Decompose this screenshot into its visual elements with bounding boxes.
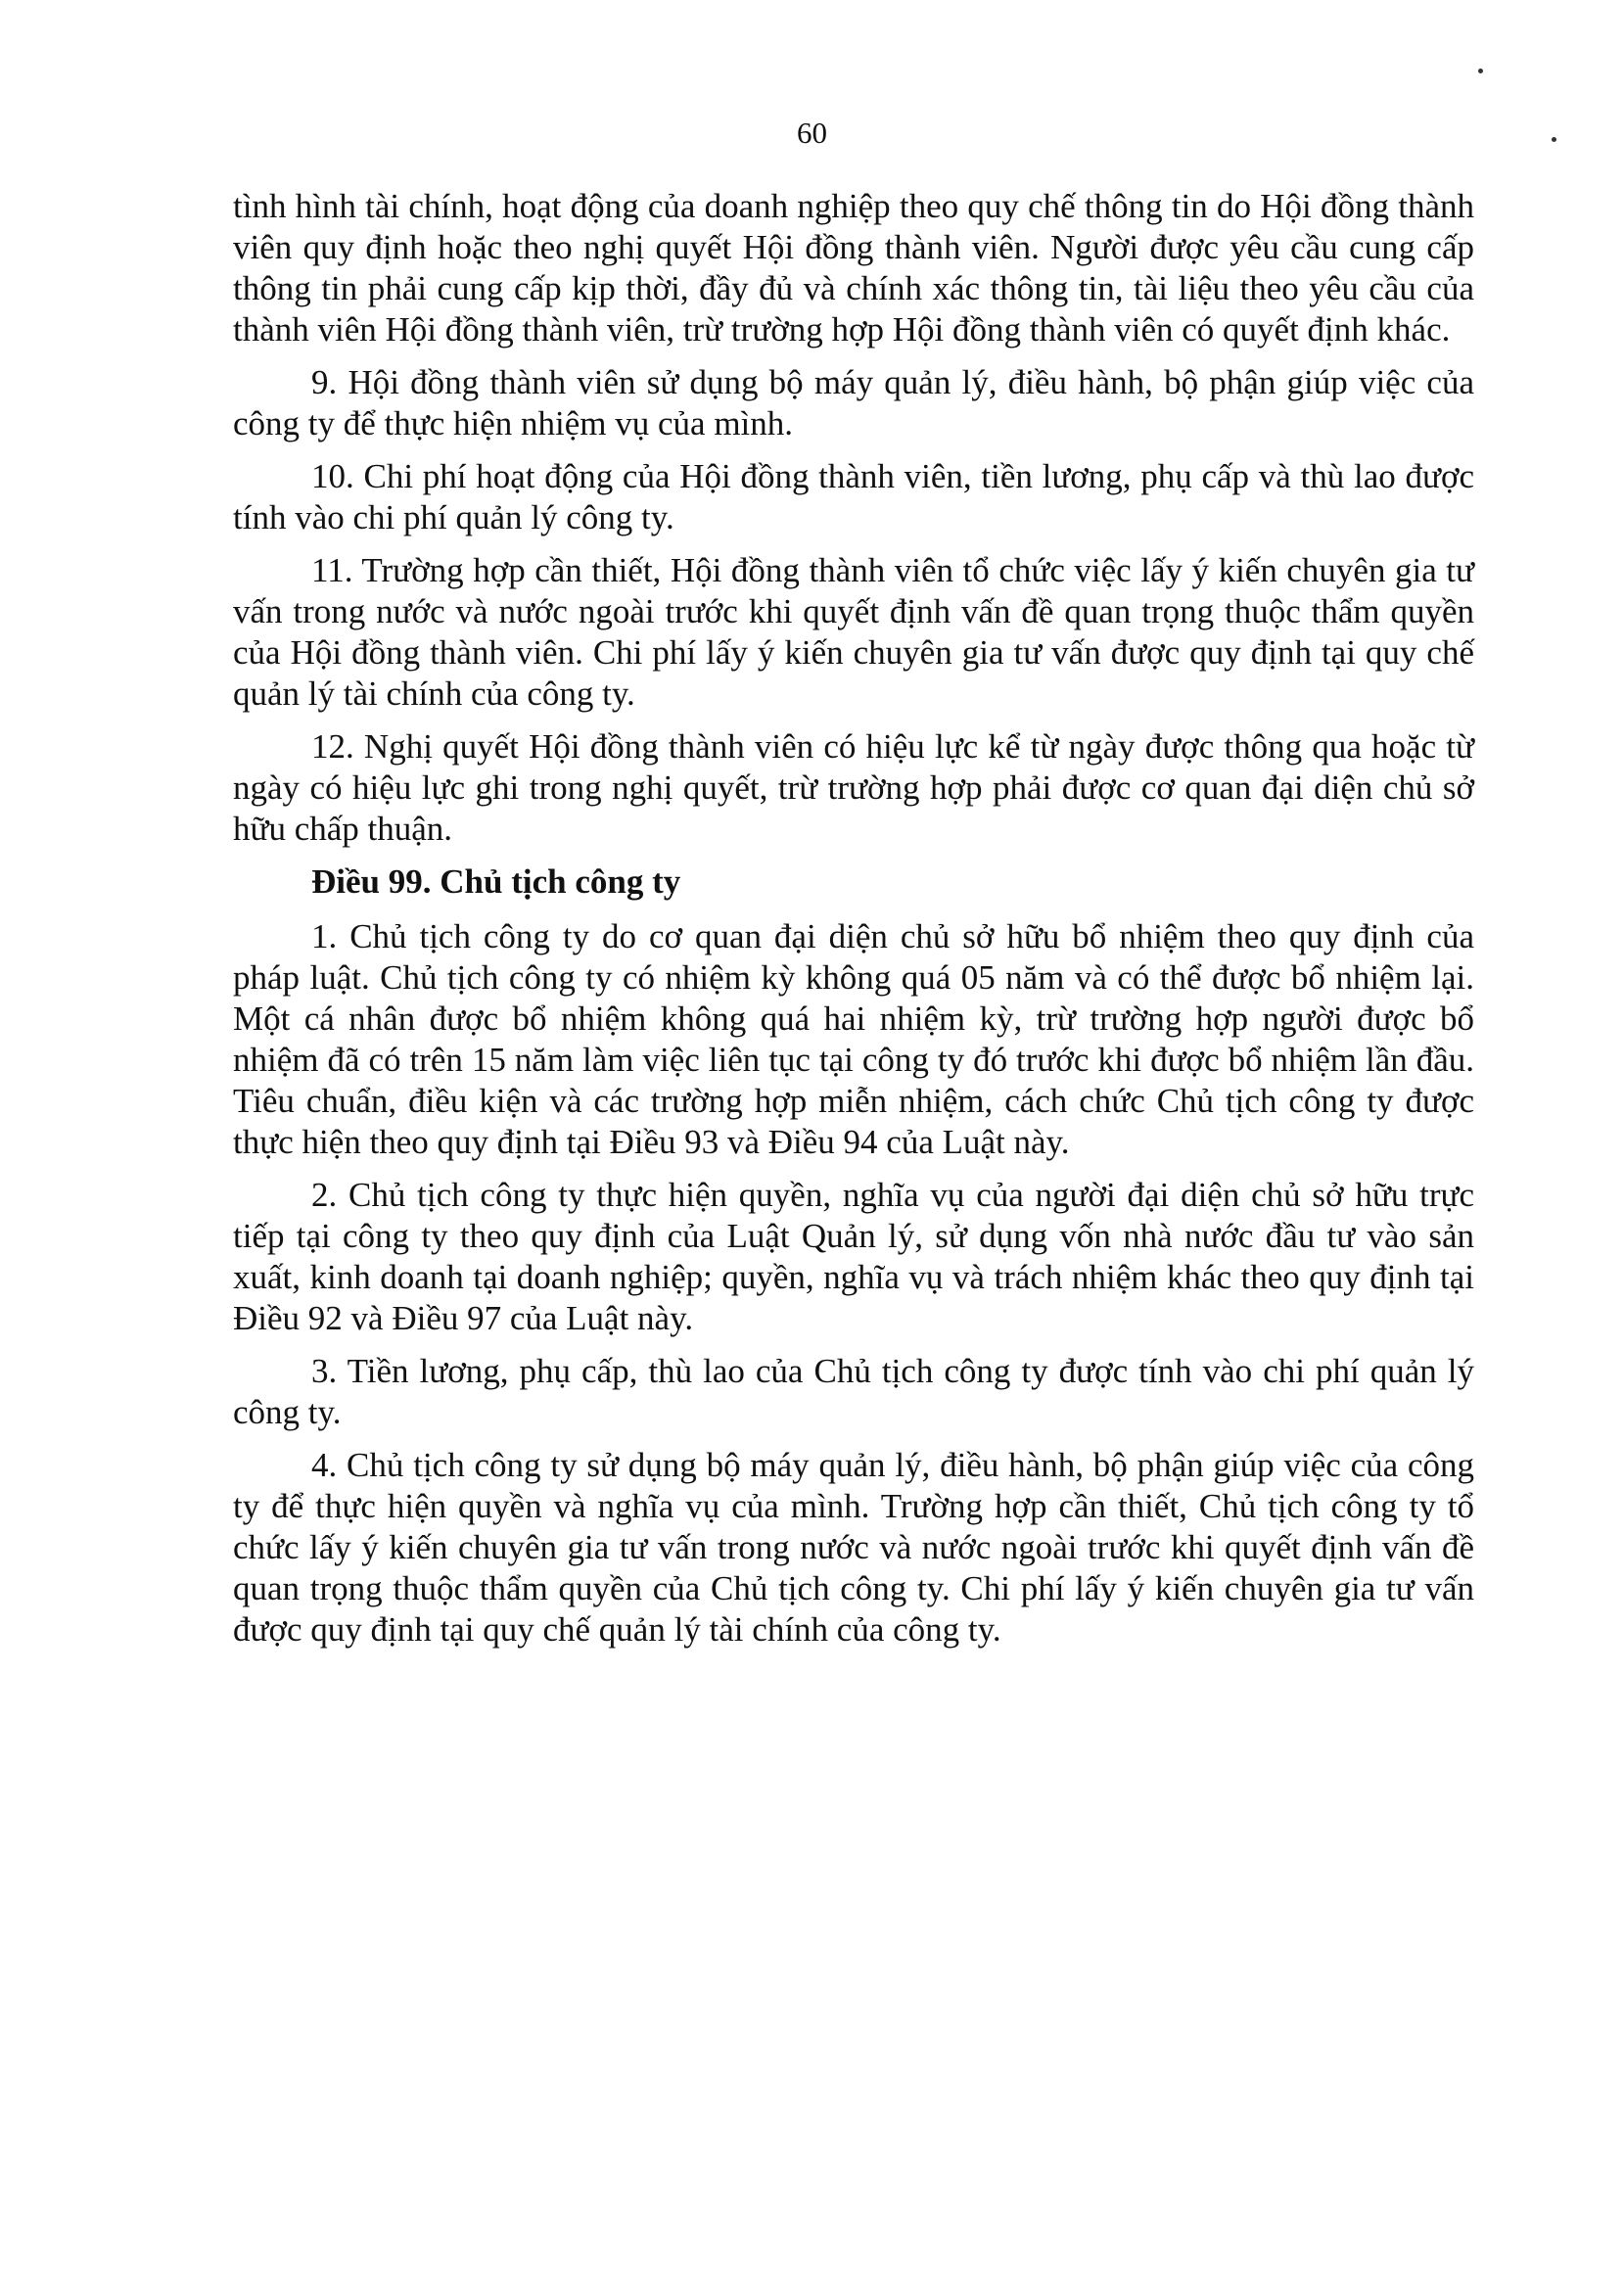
paragraph-item-9: 9. Hội đồng thành viên sử dụng bộ máy quản lý, điều hành, bộ phận giúp việc của công ty để thực hiện nhiệm vụ của mình. [233, 363, 1474, 442]
paragraph-item-11: 11. Trường hợp cần thiết, Hội đồng thành viên tổ chức việc lấy ý kiến chuyên gia tư vấn trong nước và nước ngoài trước khi quyết định vấn đề quan trọng thuộc thẩm quyền của Hội đồng thành viên. Chi phí lấy ý kiến chuyên gia tư vấn được quy định tại quy chế quản lý tài chính của công ty. [233, 551, 1474, 713]
paragraph-intro: tình hình tài chính, hoạt động của doanh nghiệp theo quy chế thông tin do Hội đồng thành viên quy định hoặc theo nghị quyết Hội đồng thành viên. Người được yêu cầu cung cấp thông tin phải cung cấp kịp thời, đầy đủ và chính xác thông tin, tài liệu theo yêu cầu của thành viên Hội đồng thành viên, trừ trường hợp Hội đồng thành viên có quyết định khác. [233, 187, 1474, 349]
page-number: 60 [797, 116, 827, 150]
document-body [233, 186, 1474, 1662]
article-99-clause-4: 4. Chủ tịch công ty sử dụng bộ máy quản lý, điều hành, bộ phận giúp việc của công ty để thực hiện quyền và nghĩa vụ của mình. Trường hợp cần thiết, Chủ tịch công ty tổ chức lấy ý kiến chuyên gia tư vấn trong nước và nước ngoài trước khi quyết định vấn đề quan trọng thuộc thẩm quyền của Chủ tịch công ty. Chi phí lấy ý kiến chuyên gia tư vấn được quy định tại quy chế quản lý tài chính của công ty. [233, 1446, 1474, 1649]
paragraph-item-10: 10. Chi phí hoạt động của Hội đồng thành viên, tiền lương, phụ cấp và thù lao được tính vào chi phí quản lý công ty. [233, 457, 1474, 536]
article-99-clause-1: 1. Chủ tịch công ty do cơ quan đại diện chủ sở hữu bổ nhiệm theo quy định của pháp luật. Chủ tịch công ty có nhiệm kỳ không quá 05 năm và có thể được bổ nhiệm lại. Một cá nhân được bổ nhiệm không quá hai nhiệm kỳ, trừ trường hợp người được bổ nhiệm đã có trên 15 năm làm việc liên tục tại công ty đó trước khi được bổ nhiệm lần đầu. Tiêu chuẩn, điều kiện và các trường hợp miễn nhiệm, cách chức Chủ tịch công ty được thực hiện theo quy định tại Điều 93 và Điều 94 của Luật này. [233, 917, 1474, 1161]
article-99-clause-3: 3. Tiền lương, phụ cấp, thù lao của Chủ tịch công ty được tính vào chi phí quản lý công ty. [233, 1352, 1474, 1431]
scan-speck [1478, 69, 1483, 73]
scan-speck [1552, 137, 1556, 142]
article-99-heading: Điều 99. Chủ tịch công ty [311, 862, 681, 901]
paragraph-item-12: 12. Nghị quyết Hội đồng thành viên có hiệu lực kể từ ngày được thông qua hoặc từ ngày có hiệu lực ghi trong nghị quyết, trừ trường hợp phải được cơ quan đại diện chủ sở hữu chấp thuận. [233, 727, 1474, 848]
article-99-clause-2: 2. Chủ tịch công ty thực hiện quyền, nghĩa vụ của người đại diện chủ sở hữu trực tiếp tại công ty theo quy định của Luật Quản lý, sử dụng vốn nhà nước đầu tư vào sản xuất, kinh doanh tại doanh nghiệp; quyền, nghĩa vụ và trách nhiệm khác theo quy định tại Điều 92 và Điều 97 của Luật này. [233, 1176, 1474, 1337]
